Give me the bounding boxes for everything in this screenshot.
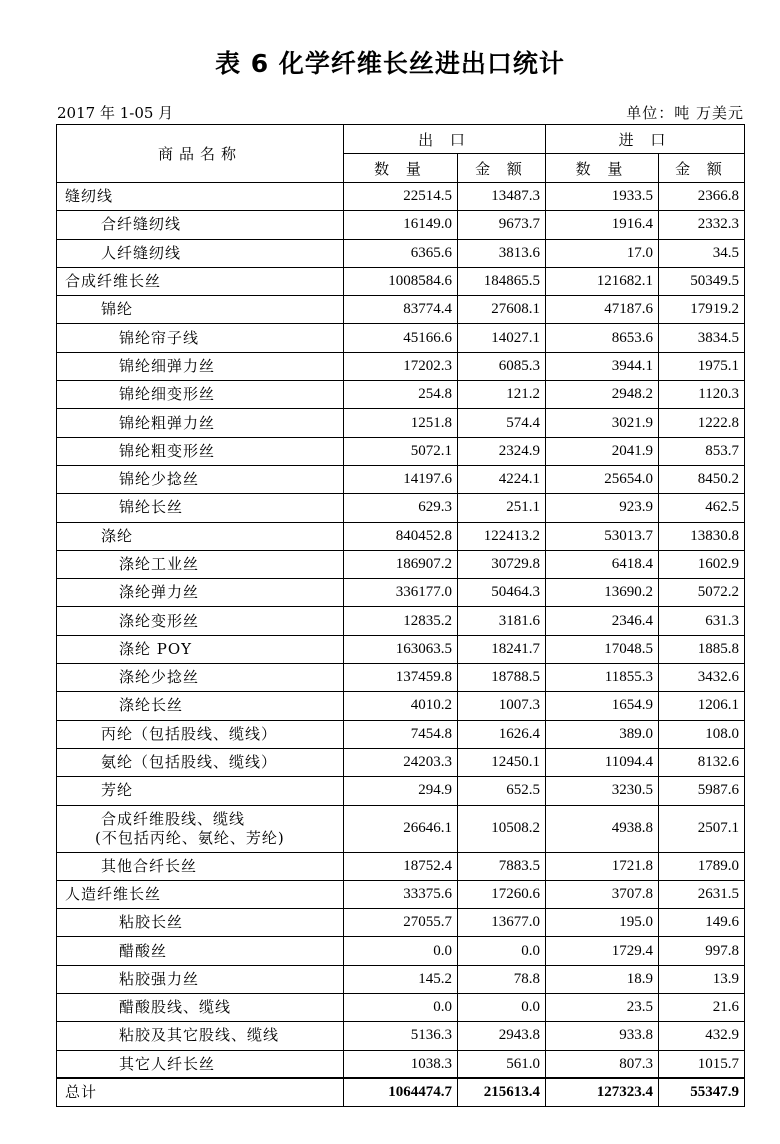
product-name-cell: [57, 239, 344, 267]
product-name: 涤纶 POY: [119, 639, 193, 658]
header-export-amount: 金 额: [458, 154, 546, 183]
import-amount-cell: 1206.1: [659, 692, 745, 720]
product-name-cell: [57, 324, 344, 352]
export-quantity-cell: 17202.3: [344, 352, 458, 380]
table-row: [57, 1022, 745, 1050]
product-name-cell: [57, 550, 344, 578]
import-quantity-cell: 1721.8: [546, 852, 659, 880]
export-quantity-cell: 45166.6: [344, 324, 458, 352]
export-amount-cell: 18241.7: [458, 635, 546, 663]
export-quantity-cell: 1008584.6: [344, 267, 458, 295]
export-quantity-cell: 629.3: [344, 494, 458, 522]
product-name-cell: [57, 465, 344, 493]
product-name: 粘胶及其它股线、缆线: [119, 1026, 280, 1045]
table-row: [57, 664, 745, 692]
export-amount-cell: 4224.1: [458, 465, 546, 493]
export-quantity-cell: 1038.3: [344, 1050, 458, 1078]
product-name: 锦纶细变形丝: [119, 385, 216, 404]
page-title: 表 6 化学纤维长丝进出口统计: [215, 49, 565, 78]
product-name: 锦纶长丝: [119, 498, 184, 517]
product-name-note: (不包括丙纶、氨纶、芳纶): [95, 828, 285, 847]
import-quantity-cell: 13690.2: [546, 579, 659, 607]
export-amount-cell: 561.0: [458, 1050, 546, 1078]
import-amount-cell: 34.5: [659, 239, 745, 267]
table-row: [57, 494, 745, 522]
export-amount-cell: 121.2: [458, 381, 546, 409]
product-name-cell: [57, 1022, 344, 1050]
export-amount-cell: 14027.1: [458, 324, 546, 352]
export-quantity-cell: 12835.2: [344, 607, 458, 635]
table-row: [57, 994, 745, 1022]
product-name: 其它人纤长丝: [119, 1054, 216, 1073]
import-quantity-cell: 11094.4: [546, 748, 659, 776]
product-name: 涤纶变形丝: [119, 611, 200, 630]
export-amount-cell: 78.8: [458, 965, 546, 993]
export-quantity-cell: 0.0: [344, 937, 458, 965]
export-quantity-cell: 840452.8: [344, 522, 458, 550]
product-name-cell: [57, 381, 344, 409]
export-amount-cell: 251.1: [458, 494, 546, 522]
export-quantity-cell: 0.0: [344, 994, 458, 1022]
export-amount-cell: 574.4: [458, 409, 546, 437]
table-row: [57, 777, 745, 805]
table-body: [57, 183, 745, 1107]
import-quantity-cell: 1933.5: [546, 183, 659, 211]
import-amount-cell: 50349.5: [659, 267, 745, 295]
export-quantity-cell: 254.8: [344, 381, 458, 409]
export-amount-cell: 6085.3: [458, 352, 546, 380]
product-name-cell: [57, 183, 344, 211]
import-quantity-cell: 1654.9: [546, 692, 659, 720]
header-import: 进 口: [546, 125, 745, 154]
product-name-cell: [57, 965, 344, 993]
import-amount-cell: 1885.8: [659, 635, 745, 663]
import-amount-cell: 5072.2: [659, 579, 745, 607]
product-name: 粘胶长丝: [119, 913, 184, 932]
product-name-cell: [57, 937, 344, 965]
total-export-amount: 215613.4: [458, 1078, 546, 1106]
export-quantity-cell: 24203.3: [344, 748, 458, 776]
product-name-cell: [57, 664, 344, 692]
export-quantity-cell: 1251.8: [344, 409, 458, 437]
export-amount-cell: 13677.0: [458, 909, 546, 937]
import-quantity-cell: 17.0: [546, 239, 659, 267]
import-quantity-cell: 933.8: [546, 1022, 659, 1050]
product-name-cell: [57, 692, 344, 720]
import-quantity-cell: 4938.8: [546, 805, 659, 852]
product-name: 涤纶长丝: [119, 696, 184, 715]
product-name: 涤纶弹力丝: [119, 583, 200, 602]
table-row: [57, 635, 745, 663]
export-amount-cell: 0.0: [458, 994, 546, 1022]
import-amount-cell: 8450.2: [659, 465, 745, 493]
product-name-cell: [57, 1050, 344, 1078]
export-quantity-cell: 18752.4: [344, 852, 458, 880]
export-amount-cell: 184865.5: [458, 267, 546, 295]
import-quantity-cell: 47187.6: [546, 296, 659, 324]
export-quantity-cell: 145.2: [344, 965, 458, 993]
import-quantity-cell: 3944.1: [546, 352, 659, 380]
product-name-cell: [57, 720, 344, 748]
table-row: [57, 183, 745, 211]
export-quantity-cell: 294.9: [344, 777, 458, 805]
import-quantity-cell: 195.0: [546, 909, 659, 937]
table-row: [57, 965, 745, 993]
total-row: [57, 1078, 745, 1106]
import-amount-cell: 17919.2: [659, 296, 745, 324]
export-quantity-cell: 83774.4: [344, 296, 458, 324]
import-amount-cell: 432.9: [659, 1022, 745, 1050]
product-name-cell: [57, 437, 344, 465]
unit-label: 单位：吨 万美元: [626, 104, 744, 122]
import-quantity-cell: 3707.8: [546, 880, 659, 908]
export-amount-cell: 652.5: [458, 777, 546, 805]
import-amount-cell: 853.7: [659, 437, 745, 465]
import-quantity-cell: 2041.9: [546, 437, 659, 465]
import-quantity-cell: 807.3: [546, 1050, 659, 1078]
export-quantity-cell: 27055.7: [344, 909, 458, 937]
import-quantity-cell: 923.9: [546, 494, 659, 522]
product-name: 醋酸股线、缆线: [119, 998, 232, 1017]
product-name-cell: [57, 852, 344, 880]
table-row: [57, 239, 745, 267]
import-amount-cell: 1015.7: [659, 1050, 745, 1078]
export-quantity-cell: 6365.6: [344, 239, 458, 267]
export-quantity-cell: 163063.5: [344, 635, 458, 663]
header-import-quantity: 数 量: [546, 154, 659, 183]
table-row: [57, 437, 745, 465]
table-row: [57, 550, 745, 578]
table-row: [57, 579, 745, 607]
import-amount-cell: 149.6: [659, 909, 745, 937]
product-name-cell: [57, 296, 344, 324]
export-amount-cell: 30729.8: [458, 550, 546, 578]
trade-statistics-table: [56, 124, 745, 1107]
import-amount-cell: 3432.6: [659, 664, 745, 692]
import-amount-cell: 2631.5: [659, 880, 745, 908]
import-amount-cell: 108.0: [659, 720, 745, 748]
product-name-cell: [57, 805, 344, 852]
table-row: [57, 805, 745, 852]
import-amount-cell: 1975.1: [659, 352, 745, 380]
header-export-quantity: 数 量: [344, 154, 458, 183]
product-name-cell: [57, 211, 344, 239]
product-name: 氨纶（包括股线、缆线）: [101, 753, 278, 772]
export-amount-cell: 10508.2: [458, 805, 546, 852]
product-name: 人造纤维长丝: [65, 884, 162, 903]
product-name: 锦纶帘子线: [119, 328, 200, 347]
import-amount-cell: 1222.8: [659, 409, 745, 437]
table-row: [57, 720, 745, 748]
export-quantity-cell: 5072.1: [344, 437, 458, 465]
import-quantity-cell: 23.5: [546, 994, 659, 1022]
export-quantity-cell: 7454.8: [344, 720, 458, 748]
import-amount-cell: 1789.0: [659, 852, 745, 880]
import-quantity-cell: 53013.7: [546, 522, 659, 550]
total-import-amount: 55347.9: [659, 1078, 745, 1106]
product-name-cell: [57, 880, 344, 908]
export-amount-cell: 3813.6: [458, 239, 546, 267]
export-amount-cell: 1007.3: [458, 692, 546, 720]
export-quantity-cell: 336177.0: [344, 579, 458, 607]
import-quantity-cell: 2346.4: [546, 607, 659, 635]
export-amount-cell: 7883.5: [458, 852, 546, 880]
product-name: 锦纶粗变形丝: [119, 441, 216, 460]
export-quantity-cell: 16149.0: [344, 211, 458, 239]
import-amount-cell: 1602.9: [659, 550, 745, 578]
product-name-cell: [57, 777, 344, 805]
product-name: 锦纶细弹力丝: [119, 356, 216, 375]
header-import-amount: 金 额: [659, 154, 745, 183]
table-row: [57, 937, 745, 965]
product-name: 醋酸丝: [119, 941, 168, 960]
export-quantity-cell: 4010.2: [344, 692, 458, 720]
import-quantity-cell: 1729.4: [546, 937, 659, 965]
import-quantity-cell: 121682.1: [546, 267, 659, 295]
table-row: [57, 748, 745, 776]
table-row: [57, 381, 745, 409]
export-amount-cell: 9673.7: [458, 211, 546, 239]
import-quantity-cell: 3021.9: [546, 409, 659, 437]
table-row: [57, 409, 745, 437]
import-amount-cell: 5987.6: [659, 777, 745, 805]
import-amount-cell: 2507.1: [659, 805, 745, 852]
product-name: 锦纶少捻丝: [119, 470, 200, 489]
table-row: [57, 880, 745, 908]
product-name: 涤纶少捻丝: [119, 668, 200, 687]
export-quantity-cell: 26646.1: [344, 805, 458, 852]
table-row: [57, 852, 745, 880]
product-name: 缝纫线: [65, 187, 114, 206]
export-quantity-cell: 22514.5: [344, 183, 458, 211]
export-amount-cell: 0.0: [458, 937, 546, 965]
table-row: [57, 211, 745, 239]
import-quantity-cell: 18.9: [546, 965, 659, 993]
product-name-cell: [57, 352, 344, 380]
product-name-cell: [57, 909, 344, 937]
header-export: 出 口: [344, 125, 546, 154]
table-row: [57, 522, 745, 550]
import-quantity-cell: 8653.6: [546, 324, 659, 352]
product-name-cell: [57, 994, 344, 1022]
import-quantity-cell: 2948.2: [546, 381, 659, 409]
table-row: [57, 296, 745, 324]
table-row: [57, 324, 745, 352]
import-quantity-cell: 17048.5: [546, 635, 659, 663]
import-amount-cell: 997.8: [659, 937, 745, 965]
table-row: [57, 692, 745, 720]
export-quantity-cell: 14197.6: [344, 465, 458, 493]
export-amount-cell: 122413.2: [458, 522, 546, 550]
export-amount-cell: 18788.5: [458, 664, 546, 692]
product-name-cell: [57, 607, 344, 635]
product-name: 合成纤维股线、缆线: [101, 809, 246, 828]
import-quantity-cell: 3230.5: [546, 777, 659, 805]
export-amount-cell: 2324.9: [458, 437, 546, 465]
product-name: 人纤缝纫线: [101, 243, 182, 262]
export-quantity-cell: 137459.8: [344, 664, 458, 692]
table-row: [57, 267, 745, 295]
import-amount-cell: 2332.3: [659, 211, 745, 239]
import-amount-cell: 8132.6: [659, 748, 745, 776]
period-label: 2017 年 1-05 月: [57, 104, 174, 122]
product-name: 合成纤维长丝: [65, 272, 162, 291]
total-export-quantity: 1064474.7: [344, 1078, 458, 1106]
export-amount-cell: 2943.8: [458, 1022, 546, 1050]
product-name-cell: [57, 522, 344, 550]
product-name: 锦纶: [101, 300, 134, 319]
export-amount-cell: 27608.1: [458, 296, 546, 324]
export-amount-cell: 12450.1: [458, 748, 546, 776]
import-quantity-cell: 25654.0: [546, 465, 659, 493]
export-quantity-cell: 5136.3: [344, 1022, 458, 1050]
import-amount-cell: 1120.3: [659, 381, 745, 409]
import-amount-cell: 631.3: [659, 607, 745, 635]
table-row: [57, 607, 745, 635]
import-amount-cell: 21.6: [659, 994, 745, 1022]
import-amount-cell: 2366.8: [659, 183, 745, 211]
table-row: [57, 352, 745, 380]
product-name-cell: [57, 494, 344, 522]
product-name: 涤纶工业丝: [119, 555, 200, 573]
product-name: 锦纶粗弹力丝: [119, 413, 216, 432]
export-amount-cell: 3181.6: [458, 607, 546, 635]
import-quantity-cell: 1916.4: [546, 211, 659, 239]
product-name-cell: [57, 409, 344, 437]
product-name: 其他合纤长丝: [101, 856, 198, 875]
total-label: 总计: [57, 1078, 344, 1106]
product-name-cell: [57, 635, 344, 663]
product-name: 芳纶: [101, 781, 134, 800]
export-quantity-cell: 186907.2: [344, 550, 458, 578]
table-row: [57, 1050, 745, 1078]
total-import-quantity: 127323.4: [546, 1078, 659, 1106]
export-amount-cell: 50464.3: [458, 579, 546, 607]
import-amount-cell: 13.9: [659, 965, 745, 993]
product-name: 合纤缝纫线: [101, 215, 182, 234]
export-quantity-cell: 33375.6: [344, 880, 458, 908]
header-product-name: 商品名称: [57, 125, 344, 183]
product-name-cell: [57, 748, 344, 776]
product-name: 丙纶（包括股线、缆线）: [101, 724, 278, 743]
table-row: [57, 465, 745, 493]
export-amount-cell: 13487.3: [458, 183, 546, 211]
product-name: 粘胶强力丝: [119, 969, 200, 988]
import-amount-cell: 462.5: [659, 494, 745, 522]
import-quantity-cell: 11855.3: [546, 664, 659, 692]
import-amount-cell: 3834.5: [659, 324, 745, 352]
export-amount-cell: 1626.4: [458, 720, 546, 748]
table-row: [57, 909, 745, 937]
product-name-cell: [57, 579, 344, 607]
product-name-cell: [57, 267, 344, 295]
product-name: 涤纶: [101, 526, 134, 545]
import-amount-cell: 13830.8: [659, 522, 745, 550]
import-quantity-cell: 389.0: [546, 720, 659, 748]
export-amount-cell: 17260.6: [458, 880, 546, 908]
import-quantity-cell: 6418.4: [546, 550, 659, 578]
